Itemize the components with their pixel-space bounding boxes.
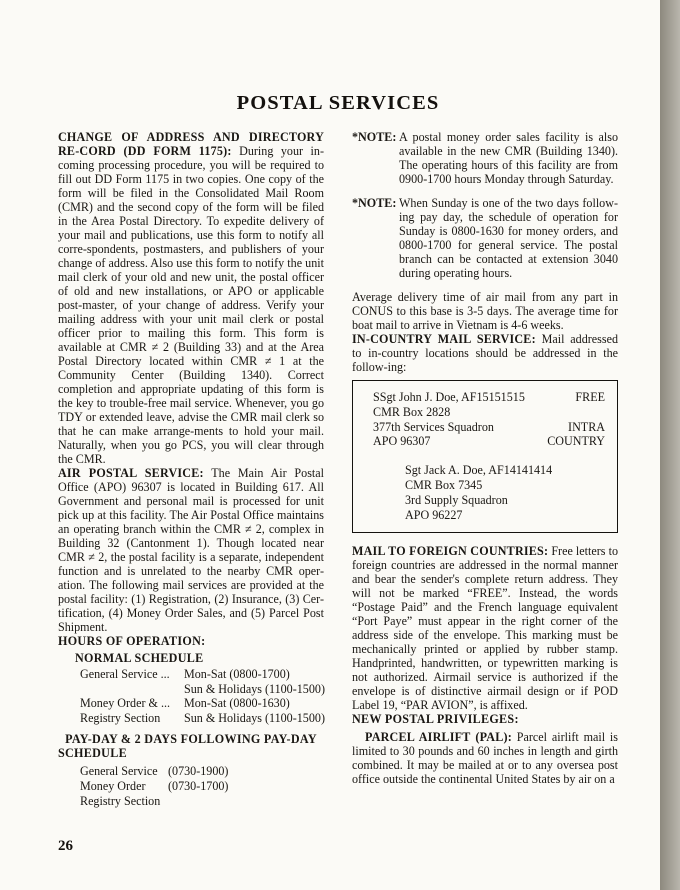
heading-normal-schedule: NORMAL SCHEDULE: [75, 651, 204, 665]
note-tag: *NOTE:: [352, 130, 397, 144]
schedule-label: Registry Section: [80, 793, 161, 808]
schedule-value: Sun & Holidays (1100-1500): [184, 710, 325, 725]
payday-schedule-table: [80, 764, 324, 808]
paragraph-air-postal-service: [58, 466, 324, 634]
address-line: CMR Box 2828: [373, 404, 451, 419]
schedule-value: Sun & Holidays (1100-1500): [184, 681, 325, 696]
schedule-value: [168, 794, 324, 809]
address-line: SSgt John J. Doe, AF15151515: [373, 390, 525, 404]
heading-hours-of-operation: HOURS OF OPERATION:: [58, 634, 206, 648]
schedule-row: [80, 682, 324, 697]
text-change-of-address: During your in-coming processing procedure, you will be required to fill out DD Form 1175 in two copies. One copy of the form will be filed in the Consolidated Mail Room (CMR) and the second copy of the form will be filed in the Area Postal Directory. To expedite delivery of your mail and publications, use this form to notify all corre-spondents, postmasters, and publishers of your change of address. Also use this form to notify the unit mail clerk of your old and new unit, the postal officer of old and new installations, or APO or applicable post-master, of your change of address. Verify your mailing address with your unit mail clerk or postal officer prior to mailing this form. This form is available at CMR ≠ 2 (Building 33) and at the Area Postal Directory located within CMR ≠ 1 at the Community Center (Building 1340). Correct completion and appropriate updating of this form is the key to trouble-free mail service. Whenever, you go TDY or extended leave, advise the CMR mail clerk so that he can make arrange-ments to hold your mail. Naturally, when you go PCS, you will clear through the CMR.: [58, 144, 324, 466]
text-in-country-mail: Mail addressed to in-country locations should be addressed in the follow-ing:: [352, 332, 618, 374]
address-line: APO 96307: [373, 434, 431, 449]
note-block: [352, 196, 618, 280]
schedule-label: Registry Section: [80, 710, 161, 725]
heading-in-country-mail: IN-COUNTRY MAIL SERVICE:: [352, 332, 536, 346]
page-title: POSTAL SERVICES: [236, 92, 440, 114]
schedule-label: General Service: [80, 764, 158, 779]
text-air-postal-service: The Main Air Postal Office (APO) 96307 is located in Building 617. All Government and personal mail is processed for unit pick up at this facility. The Air Postal Office maintains an operating branch within the CMR ≠ 2, complex in Building 32 (Cantonment 1). Though located near CMR ≠ 2, the postal facility is a separate, independent function and is unrelated to the nearby CMR oper-ation. The following mail services are provided at the postal facility: (1) Registration, (2) Insurance, (3) Cer-tification, (4) Money Order Sales, and (5) Parcel Post Shipment.: [58, 466, 324, 634]
address-marking-free: FREE: [575, 390, 605, 404]
schedule-label: Money Order: [80, 778, 146, 793]
schedule-row: [80, 667, 324, 682]
schedule-value: Mon-Sat (0800-1630): [184, 696, 290, 711]
note-text: A postal money order sales facility is also available in the new CMR (Building 1340). The operating hours of this facility are from 0900-1700 hours Monday through Saturday.: [399, 130, 618, 186]
note-block: [352, 130, 618, 186]
schedule-value: (0730-1900): [168, 764, 229, 779]
page-number: 26: [58, 838, 73, 854]
paragraph-in-country-mail: [352, 332, 618, 374]
schedule-row: [80, 794, 324, 809]
schedule-row: [80, 779, 324, 794]
schedule-row: [80, 764, 324, 779]
schedule-value: (0730-1700): [168, 778, 229, 793]
left-column: [58, 130, 324, 808]
address-block-secondary: [405, 463, 609, 522]
schedule-row: [80, 711, 324, 726]
address-marking-country: COUNTRY: [547, 434, 605, 449]
heading-foreign-mail: MAIL TO FOREIGN COUNTRIES:: [352, 544, 549, 559]
schedule-row: [80, 696, 324, 711]
heading-parcel-airlift: PARCEL AIRLIFT (PAL):: [365, 730, 512, 745]
address-line: 3rd Supply Squadron: [405, 492, 508, 507]
sample-address-box: [352, 380, 618, 533]
address-block-primary: [373, 390, 609, 449]
heading-payday-schedule-line1: PAY-DAY & 2 DAYS FOLLOWING PAY-DAY: [65, 732, 317, 747]
schedule-label: Money Order & ...: [80, 696, 171, 711]
paragraph-delivery-time: Average delivery time of air mail from any part in CONUS to this base is 3-5 days. The average time for boat mail to arrive in Vietnam is 4-6 weeks.: [352, 290, 618, 332]
heading-new-postal-privileges: NEW POSTAL PRIVILEGES:: [352, 712, 519, 727]
text-parcel-airlift: Parcel airlift mail is limited to 30 pounds and 60 inches in length and girth combined. It may be mailed at or to any oversea post office outside the continental United States by air on a: [352, 730, 618, 787]
note-tag: *NOTE:: [352, 196, 397, 210]
note-text: When Sunday is one of the two days follow-ing pay day, the schedule of operation for Sunday is 0800-1630 for money orders, and 0800-1700 for general service. The postal branch can be contacted at extension 3040 during operating hours.: [399, 196, 618, 280]
page-edge-shadow: [660, 0, 680, 890]
heading-air-postal-service: AIR POSTAL SERVICE:: [58, 466, 204, 480]
heading-payday-schedule-line2: SCHEDULE: [58, 746, 127, 761]
normal-schedule-table: [80, 667, 324, 725]
address-line: Sgt Jack A. Doe, AF14141414: [405, 463, 553, 478]
address-line: APO 96227: [405, 507, 463, 522]
heading-change-of-address: CHANGE OF ADDRESS AND DIRECTORY RE-CORD (DD FORM 1175):: [58, 130, 324, 158]
paragraph-foreign-mail: [352, 544, 618, 712]
paragraph-parcel-airlift: [352, 730, 618, 786]
schedule-value: Mon-Sat (0800-1700): [184, 667, 290, 681]
right-column: [352, 130, 618, 786]
address-line: 377th Services Squadron: [373, 419, 494, 434]
paragraph-change-of-address: [58, 130, 324, 466]
address-line: CMR Box 7345: [405, 477, 483, 492]
schedule-label: General Service ...: [80, 667, 170, 681]
address-marking-intra: INTRA: [568, 419, 605, 434]
page-content: [58, 0, 618, 890]
text-foreign-mail: Free letters to foreign countries are addressed in the normal manner and bear the sender's complete return address. They will not be marked “FREE”. Instead, the words “Postage Paid” and the French language equivalent “Port Paye” must appear in the right corner of the address side of the envelope. This marking must be mechanically printed or applied by rubber stamp. Handprinted, handwritten, or typewritten marking is not authorized. Airmail service is authorized if the envelope is of distinctive airmail design or if POD Label 19, “PAR AVION”, is affixed.: [352, 544, 619, 713]
